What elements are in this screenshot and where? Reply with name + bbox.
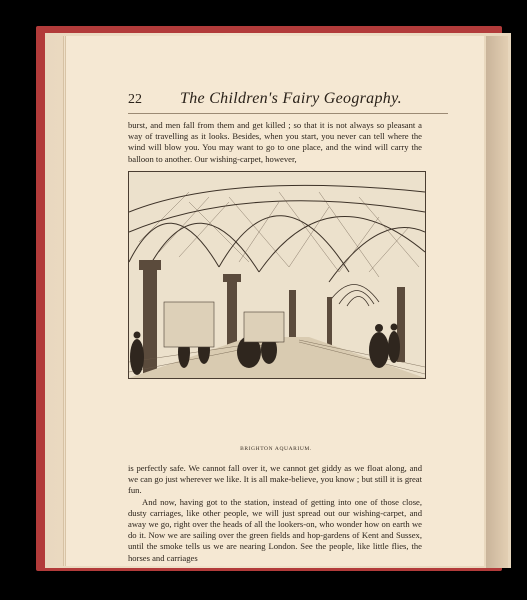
paragraph: is perfectly safe. We cannot fall over it, we cannot get giddy as we float along, and we can go just wherever we like. It is all make-believe, you know ; but still it is great fun. [128,463,422,496]
header-rule [128,113,448,114]
figure-caption: BRIGHTON AQUARIUM. [240,446,312,452]
book-page [66,36,484,566]
text-paragraph-bottom [128,463,422,564]
aquarium-engraving [129,172,425,378]
page-number: 22 [128,92,142,107]
running-title: The Children's Fairy Geography. [180,90,402,107]
text-paragraph-top [128,120,422,165]
right-page-stack [486,36,508,568]
paragraph: burst, and men fall from them and get killed ; so that it is not always so pleasant a way of travelling as it looks. Besides, when you start, you never can tell where the wind will blow you. You may want to go to one place, and the wind will carry the balloon to another. Our wishing-carpet, however, [128,120,422,164]
paragraph: And now, having got to the station, instead of getting into one of those close, dusty carriages, like other people, we will just spread out our wishing-carpet, and away we go, right over the heads of all the lookers-on, who wonder how on earth we do it. Now we are sailing over the green fields and hop-gardens of Kent and Sussex, until the smoke tells us we are nearing London. See the people, like little flies, the horses and carriages [128,496,422,563]
page-header [128,90,408,114]
engraving-illustration [128,171,426,379]
